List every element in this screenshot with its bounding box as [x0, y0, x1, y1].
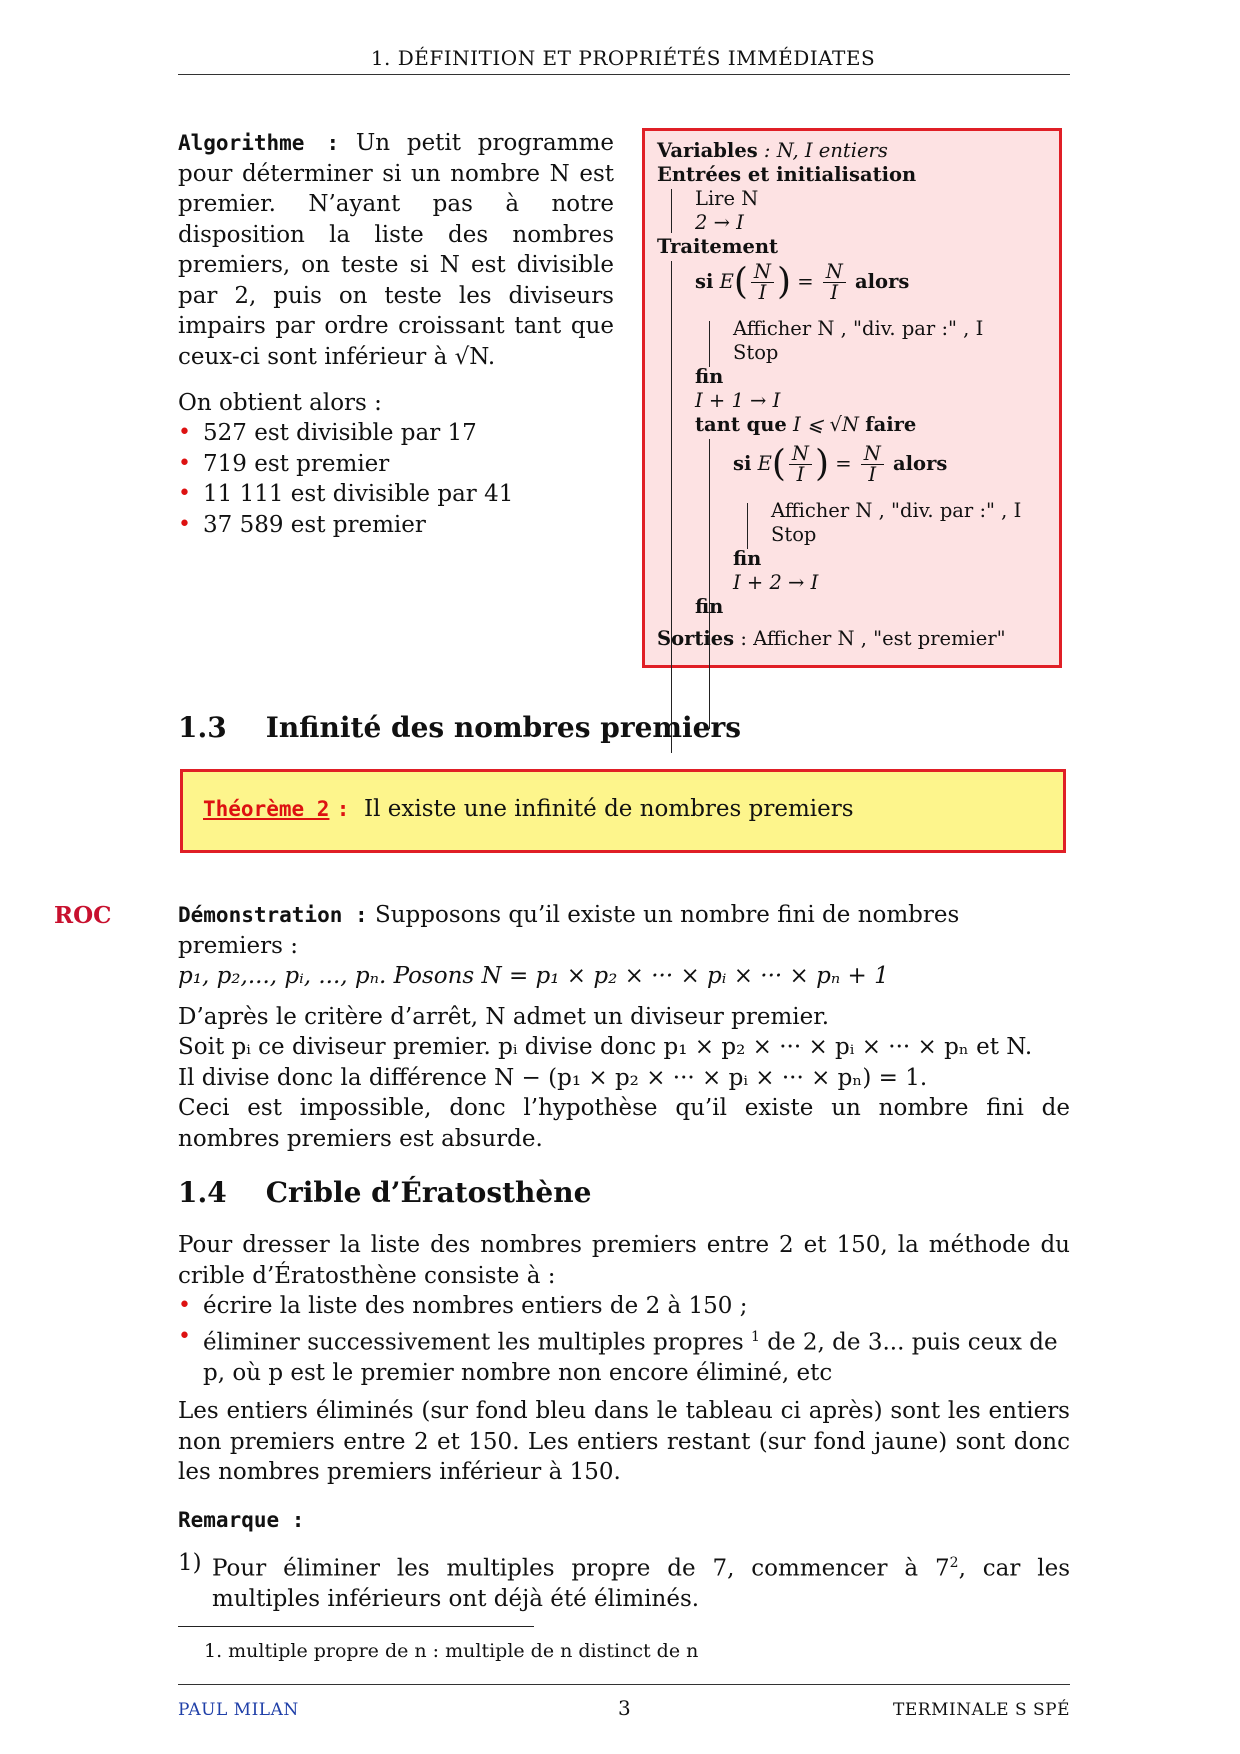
demo-line-1: Supposons qu’il existe un nombre fini de nombres premiers : [178, 902, 960, 959]
display-divisor-1: Afficher N , "div. par :" , I [733, 317, 984, 340]
block-bar [709, 439, 710, 729]
fin-1: fin [695, 365, 724, 388]
block-bar [671, 261, 672, 753]
remark-item-1: 1) Pour éliminer les multiples propre de 7, commencer à $7^2$, car les multiples inférieurs ont déjà été éliminés. [178, 1550, 1070, 1613]
page-number: 3 [618, 1696, 631, 1720]
processing-label: Traitement [657, 235, 779, 258]
crible-steps [178, 1291, 1070, 1388]
algorithm-intro [178, 128, 614, 372]
algorithm-label: Algorithme : [178, 131, 340, 155]
block-bar [747, 503, 748, 549]
increment-2: I + 2 → I [733, 571, 819, 594]
demonstration-label: Démonstration : [178, 903, 368, 927]
running-header: 1. DÉFINITION ET PROPRIÉTÉS IMMÉDIATES [370, 46, 876, 70]
list-item: • 11 111 est divisible par 41 [178, 479, 614, 510]
stop-1: Stop [733, 341, 779, 364]
demonstration [178, 900, 1070, 1154]
roc-marker: ROC [54, 902, 112, 929]
crible-paragraph: Les entiers éliminés (sur fond bleu dans le tableau ci après) sont les entiers non premiers entre 2 et 150. Les entiers restant (sur fond jaune) sont donc les nombres premiers inférieur à 150. [178, 1398, 1070, 1485]
footnote-rule [178, 1626, 534, 1627]
theorem-box [180, 769, 1066, 853]
section-heading-1-4: 1.4 Crible d’Ératosthène [178, 1176, 592, 1209]
footer-author: PAUL MILAN [178, 1700, 299, 1720]
algorithm-box [642, 128, 1062, 668]
list-item: • 719 est premier [178, 449, 614, 480]
increment-1: I + 1 → I [695, 389, 781, 412]
display-divisor-2: Afficher N , "div. par :" , I [771, 499, 1022, 522]
variables-value: : N, I entiers [763, 139, 888, 162]
fin-2: fin [733, 547, 762, 570]
demo-line-2: p₁, p₂,..., pᵢ, ..., pₙ. Posons N = p₁ × p₂ × ··· × pᵢ × ··· × pₙ + 1 [178, 963, 889, 989]
list-item: • 37 589 est premier [178, 510, 614, 541]
if-condition-2: si E( $\frac{N}{I}$ ) = $\frac{N}{I}$ alors [733, 442, 948, 486]
list-item: • 527 est divisible par 17 [178, 418, 614, 449]
algorithm-text: Un petit programme pour déterminer si un nombre N est premier. N’ayant pas à notre disposition la liste des nombres premiers, on teste si N est divisible par 2, puis on teste les diviseurs impairs par ordre croissant tant que ceux-ci sont inférieur à √N. [178, 130, 614, 370]
remark-item-number: 1) [178, 1550, 202, 1576]
list-item: • éliminer successivement les multiples propres $^1$ de 2, de 3... puis ceux de p, où p est le premier nombre non encore éliminé, etc [178, 1322, 1070, 1389]
fin-3: fin [695, 595, 724, 618]
theorem-text: Il existe une infinité de nombres premiers [364, 796, 854, 822]
read-n: Lire N [695, 187, 759, 210]
inputs-label: Entrées et initialisation [657, 163, 917, 186]
theorem-colon: : [336, 797, 350, 821]
init-i: 2 → I [695, 211, 744, 234]
demo-line-5: Il divise donc la différence N − (p₁ × p₂ × ··· × pᵢ × ··· × pₙ) = 1. [178, 1064, 928, 1091]
header-rule [178, 74, 1070, 75]
list-item: • écrire la liste des nombres entiers de 2 à 150 ; [178, 1291, 1070, 1322]
block-bar [671, 189, 672, 233]
while-line: tant que I ⩽ √N faire [695, 413, 917, 436]
demo-line-4: Soit pᵢ ce diviseur premier. pᵢ divise donc p₁ × p₂ × ··· × pᵢ × ··· × pₙ et N. [178, 1034, 1033, 1060]
footer-rule [178, 1684, 1070, 1685]
results-intro: On obtient alors : [178, 390, 382, 416]
theorem-label: Théorème 2 [203, 797, 330, 821]
demo-line-6: Ceci est impossible, donc l’hypothèse qu’il existe un nombre fini de nombres premiers est absurde. [178, 1095, 1070, 1152]
block-bar [709, 321, 710, 367]
results-list [178, 418, 614, 540]
outputs-label: Sorties [657, 627, 735, 650]
variables-label: Variables [657, 139, 758, 162]
footer-course: TERMINALE S SPÉ [893, 1700, 1070, 1720]
remark-label: Remarque : [178, 1508, 305, 1532]
outputs-value: : Afficher N , "est premier" [740, 627, 1006, 650]
section-heading-1-3: 1.3 Infinité des nombres premiers [178, 711, 741, 744]
footnote: 1. multiple propre de n : multiple de n distinct de n [204, 1640, 699, 1662]
crible-intro: Pour dresser la liste des nombres premiers entre 2 et 150, la méthode du crible d’Ératosthène consiste à : [178, 1232, 1070, 1289]
stop-2: Stop [771, 523, 817, 546]
footnote-ref: 1 [751, 1328, 760, 1345]
if-condition-1: si E( $\frac{N}{I}$ ) = $\frac{N}{I}$ alors [695, 260, 910, 304]
demo-line-3: D’après le critère d’arrêt, N admet un diviseur premier. [178, 1003, 830, 1030]
